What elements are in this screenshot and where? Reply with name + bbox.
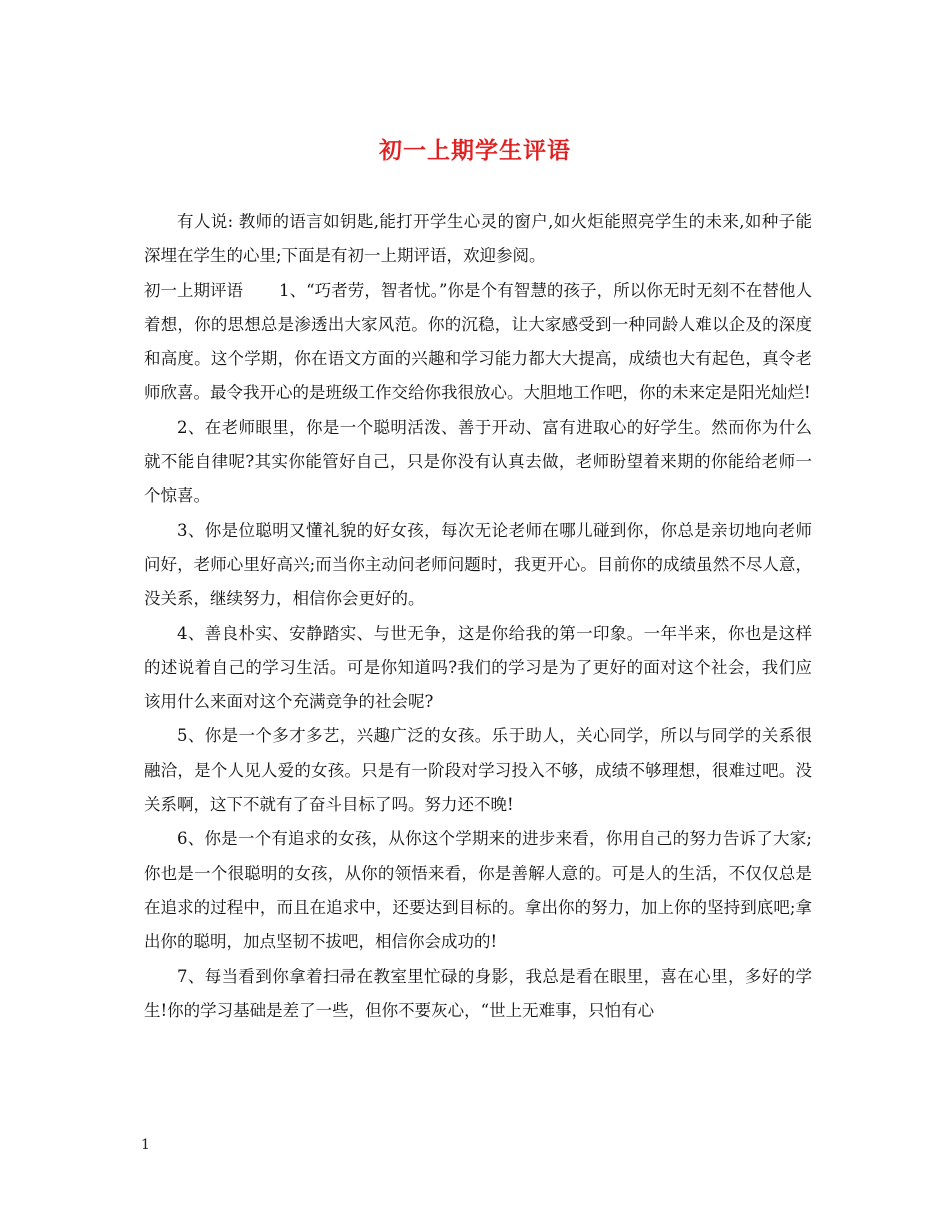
document-body [144,205,812,1028]
comment-paragraph-4: 4、善良朴实、安静踏实、与世无争，这是你给我的第一印象。一年半来，你也是这样的述说着自己的学习生活。可是你知道吗?我们的学习是为了更好的面对这个社会，我们应该用什么来面对这个充满竞争的社会呢? [144,623,812,712]
comment-text-1: 1、“巧者劳，智者忧。”你是个有智慧的孩子，所以你无时无刻不在替他人着想，你的思想总是渗透出大家风范。你的沉稳，让大家感受到一种同龄人难以企及的深度和高度。这个学期，你在语文方面的兴趣和学习能力都大大提高，成绩也大有起色，真令老师欣喜。最令我开心的是班级工作交给你我很放心。大胆地工作吧，你的未来定是阳光灿烂! [144,280,812,403]
comment-paragraph-1 [144,274,812,411]
comment-paragraph-7: 7、每当看到你拿着扫帚在教室里忙碌的身影，我总是看在眼里，喜在心里，多好的学生!你的学习基础是差了一些，但你不要灰心，“世上无难事，只怕有心 [144,966,812,1020]
comment-paragraph-5: 5、你是一个多才多艺，兴趣广泛的女孩。乐于助人，关心同学，所以与同学的关系很融洽，是个人见人爱的女孩。只是有一阶段对学习投入不够，成绩不够理想，很难过吧。没关系啊，这下不就有了奋斗目标了吗。努力还不晚! [144,726,812,815]
document-title: 初一上期学生评语 [379,137,571,164]
comment-paragraph-6: 6、你是一个有追求的女孩，从你这个学期来的进步来看，你用自己的努力告诉了大家;你也是一个很聪明的女孩，从你的领悟来看，你是善解人意的。可是人的生活，不仅仅总是在追求的过程中，而且在追求中，还要达到目标的。拿出你的努力，加上你的坚持到底吧;拿出你的聪明，加点坚韧不拔吧，相信你会成功的! [144,829,812,952]
comment-paragraph-3: 3、你是位聪明又懂礼貌的好女孩，每次无论老师在哪儿碰到你，你总是亲切地向老师问好，老师心里好高兴;而当你主动问老师问题时，我更开心。目前你的成绩虽然不尽人意，没关系，继续努力，相信你会更好的。 [144,520,812,609]
intro-paragraph: 有人说: 教师的语言如钥匙,能打开学生心灵的窗户,如火炬能照亮学生的未来,如种子能深埋在学生的心里;下面是有初一上期评语，欢迎参阅。 [144,212,812,266]
section-label: 初一上期评语 [144,280,243,300]
comment-paragraph-2: 2、在老师眼里，你是一个聪明活泼、善于开动、富有进取心的好学生。然而你为什么就不能自律呢?其实你能管好自己，只是你没有认真去做，老师盼望着来期的你能给老师一个惊喜。 [144,417,812,506]
page-number: 1 [141,1137,150,1153]
